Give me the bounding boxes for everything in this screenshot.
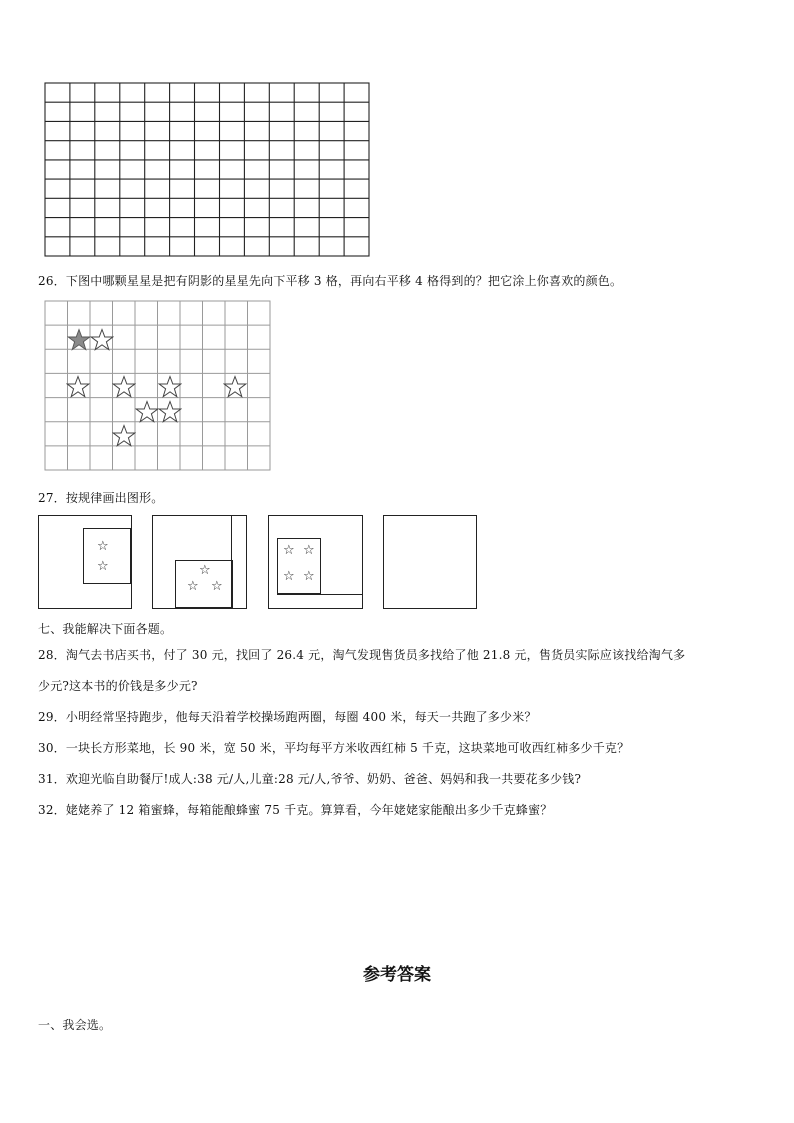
star-icon — [67, 328, 91, 352]
question-30: 30．一块长方形菜地，长 90 米，宽 50 米，平均每平方米收西红柿 5 千克，这块菜地可收西红柿多少千克？ — [38, 741, 630, 755]
star-outline — [158, 400, 182, 424]
divider-line — [231, 516, 232, 608]
star-outline — [112, 424, 136, 448]
question-28-line2: 少元?这本书的价钱是多少元? — [38, 679, 198, 693]
question-26: 26．下图中哪颗星星是把有阴影的星星先向下平移 3 格，再向右平移 4 格得到的？把它涂上你喜欢的颜色。 — [38, 274, 623, 288]
star-icon: ☆ — [97, 539, 109, 554]
star-outline — [112, 375, 136, 399]
blank-grid-top — [44, 82, 372, 258]
pattern-box-answer[interactable] — [383, 515, 477, 609]
question-31: 31．欢迎光临自助餐厅!成人:38 元/人,儿童:28 元/人,爷爷、奶奶、爸爸、妈妈和我一共要花多少钱? — [38, 772, 582, 786]
star-outline — [90, 328, 114, 352]
star-icon: ☆ — [303, 543, 315, 558]
question-28-line1: 28．淘气去书店买书，付了 30 元，找回了 26.4 元，淘气发现售货员多找给了他 21.8 元，售货员实际应该找给淘气多 — [38, 648, 686, 662]
question-32: 32．姥姥养了 12 箱蜜蜂，每箱能酿蜂蜜 75 千克。算算看，今年姥姥家能酿出多少千克蜂蜜？ — [38, 803, 553, 817]
divider-line — [277, 594, 362, 595]
answer-section-1: 一、我会选。 — [38, 1018, 112, 1032]
star-outline — [223, 375, 247, 399]
star-icon: ☆ — [283, 543, 295, 558]
star-icon: ☆ — [187, 579, 199, 594]
star-icon: ☆ — [211, 579, 223, 594]
star-outline — [66, 375, 90, 399]
answer-key-title: 参考答案 — [363, 965, 431, 985]
shaded-star — [67, 328, 91, 352]
question-27: 27．按规律画出图形。 — [38, 491, 164, 505]
section-7-heading: 七、我能解决下面各题。 — [38, 622, 173, 636]
pattern-box-3 — [268, 515, 363, 609]
inner-rect — [83, 528, 131, 584]
star-outline — [158, 375, 182, 399]
star-icon: ☆ — [283, 569, 295, 584]
star-outline — [135, 400, 159, 424]
pattern-box-2 — [152, 515, 247, 609]
star-icon: ☆ — [199, 563, 211, 578]
star-icon: ☆ — [303, 569, 315, 584]
pattern-box-1 — [38, 515, 132, 609]
question-29: 29．小明经常坚持跑步，他每天沿着学校操场跑两圈，每圈 400 米，每天一共跑了多少米？ — [38, 710, 537, 724]
star-icon: ☆ — [97, 559, 109, 574]
